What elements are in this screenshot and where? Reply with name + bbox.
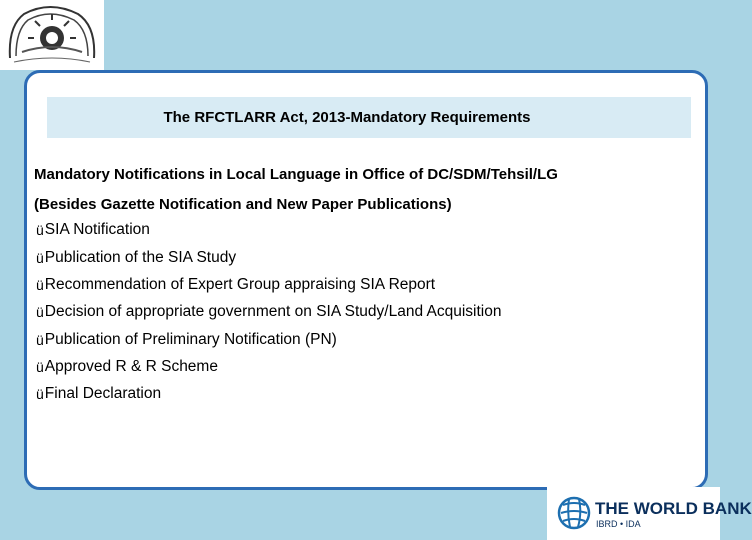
list-item xyxy=(36,358,218,376)
emblem-icon xyxy=(2,2,102,68)
checkmark-icon: ü xyxy=(36,359,44,375)
world-bank-subtitle: IBRD • IDA xyxy=(596,519,641,529)
list-item-label: Final Declaration xyxy=(44,385,162,402)
heading-line-2: (Besides Gazette Notification and New Paper Publications) xyxy=(34,196,452,213)
checkmark-icon: ü xyxy=(36,277,44,293)
title-bar xyxy=(47,97,691,138)
globe-icon xyxy=(557,491,591,535)
list-item-label: Publication of the SIA Study xyxy=(44,249,237,266)
list-item xyxy=(36,331,337,349)
checkmark-icon: ü xyxy=(36,386,44,402)
list-item xyxy=(36,303,501,321)
list-item-label: Publication of Preliminary Notification (PN) xyxy=(44,331,337,348)
world-bank-logo xyxy=(547,487,752,540)
list-item-label: Decision of appropriate government on SIA Study/Land Acquisition xyxy=(44,303,502,320)
list-item-label: Recommendation of Expert Group appraising SIA Report xyxy=(44,276,436,293)
world-bank-name: THE WORLD BANK xyxy=(595,499,752,518)
checkmark-icon: ü xyxy=(36,250,44,266)
list-item xyxy=(36,249,236,267)
institution-logo xyxy=(0,0,104,70)
checkmark-icon: ü xyxy=(36,222,44,238)
list-item-label: SIA Notification xyxy=(44,221,150,238)
list-item-label: Approved R & R Scheme xyxy=(44,358,218,375)
slide-title: The RFCTLARR Act, 2013-Mandatory Requirements xyxy=(163,109,531,126)
list-item xyxy=(36,276,435,294)
heading-line-1: Mandatory Notifications in Local Language in Office of DC/SDM/Tehsil/LG xyxy=(34,166,558,183)
list-item xyxy=(36,221,150,239)
checkmark-icon: ü xyxy=(36,332,44,348)
list-item xyxy=(36,385,161,403)
checkmark-icon: ü xyxy=(36,304,44,320)
